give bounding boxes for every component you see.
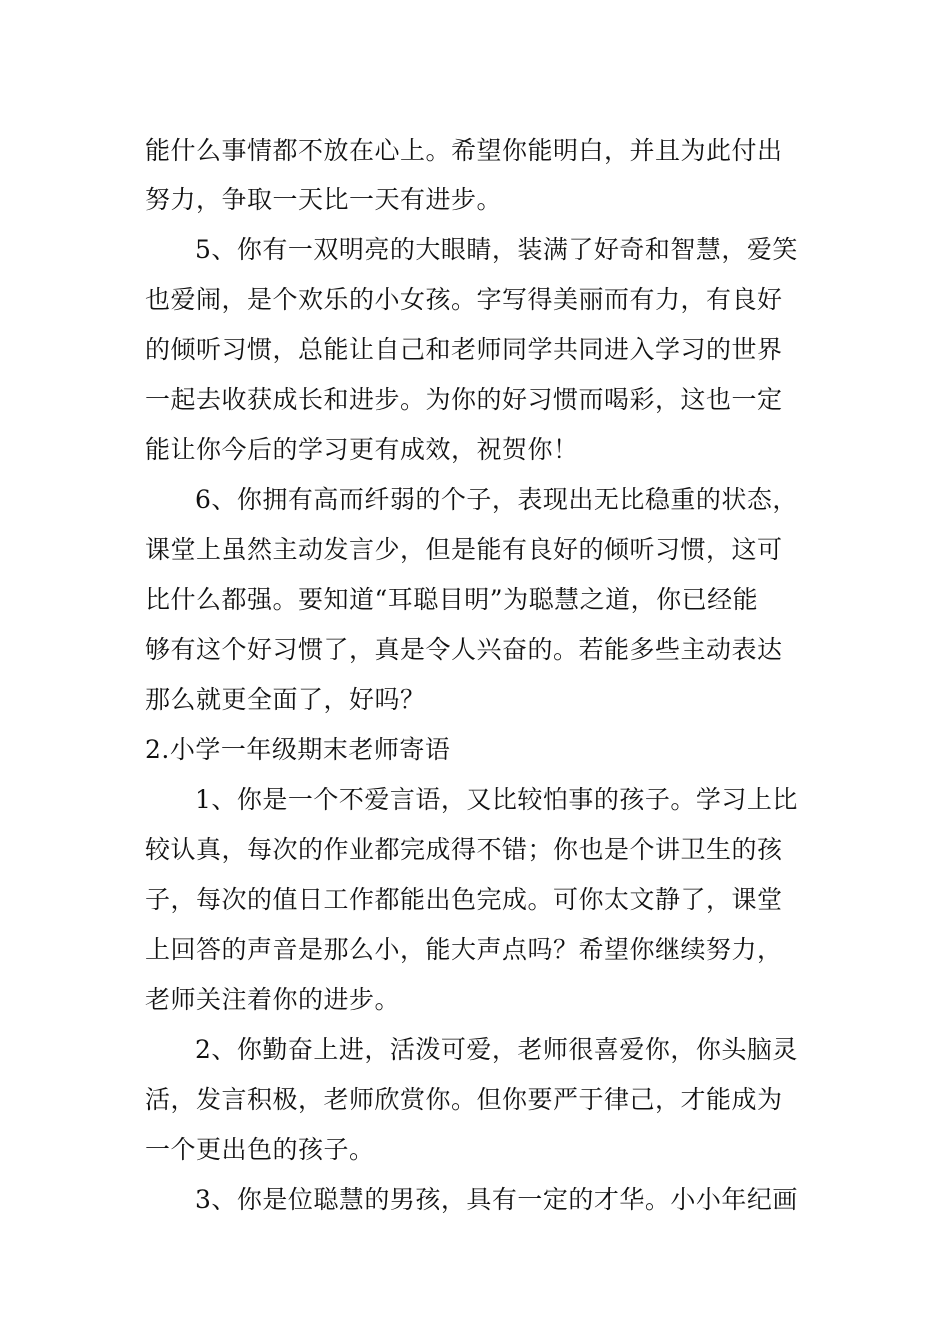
text-line: 活，发言积极，老师欣赏你。但你要严于律己，才能成为 — [145, 1085, 783, 1114]
paragraph-5-start: 5、你有一双明亮的大眼睛，装满了好奇和智慧，爱笑 — [195, 235, 798, 264]
text-line: 能让你今后的学习更有成效，祝贺你！ — [145, 435, 579, 464]
text-line: 比什么都强。要知道“耳聪目明”为聪慧之道，你已经能 — [145, 585, 759, 614]
text-line: 一起去收获成长和进步。为你的好习惯而喝彩，这也一定 — [145, 385, 783, 414]
text-line: 课堂上虽然主动发言少，但是能有良好的倾听习惯，这可 — [145, 535, 783, 564]
text-line: 上回答的声音是那么小，能大声点吗？希望你继续努力， — [145, 935, 783, 964]
text-line: 能什么事情都不放在心上。希望你能明白，并且为此付出 — [145, 136, 783, 165]
text-line: 努力，争取一天比一天有进步。 — [145, 185, 503, 214]
text-line: 较认真，每次的作业都完成得不错；你也是个讲卫生的孩 — [145, 835, 783, 864]
paragraph-6-start: 6、你拥有高而纤弱的个子，表现出无比稳重的状态， — [195, 485, 798, 514]
text-line: 一个更出色的孩子。 — [145, 1135, 375, 1164]
text-line: 老师关注着你的进步。 — [145, 985, 401, 1014]
paragraph-3-start: 3、你是位聪慧的男孩，具有一定的才华。小小年纪画 — [195, 1185, 798, 1214]
paragraph-1-start: 1、你是一个不爱言语，又比较怕事的孩子。学习上比 — [195, 785, 798, 814]
text-line: 也爱闹，是个欢乐的小女孩。字写得美丽而有力，有良好 — [145, 285, 783, 314]
text-line: 够有这个好习惯了，真是令人兴奋的。若能多些主动表达 — [145, 635, 783, 664]
text-line: 子，每次的值日工作都能出色完成。可你太文静了，课堂 — [145, 885, 783, 914]
section-heading: 2.小学一年级期末老师寄语 — [145, 735, 451, 764]
paragraph-2-start: 2、你勤奋上进，活泼可爱，老师很喜爱你，你头脑灵 — [195, 1035, 798, 1064]
text-line: 的倾听习惯，总能让自己和老师同学共同进入学习的世界 — [145, 335, 783, 364]
text-line: 那么就更全面了，好吗？ — [145, 685, 426, 714]
